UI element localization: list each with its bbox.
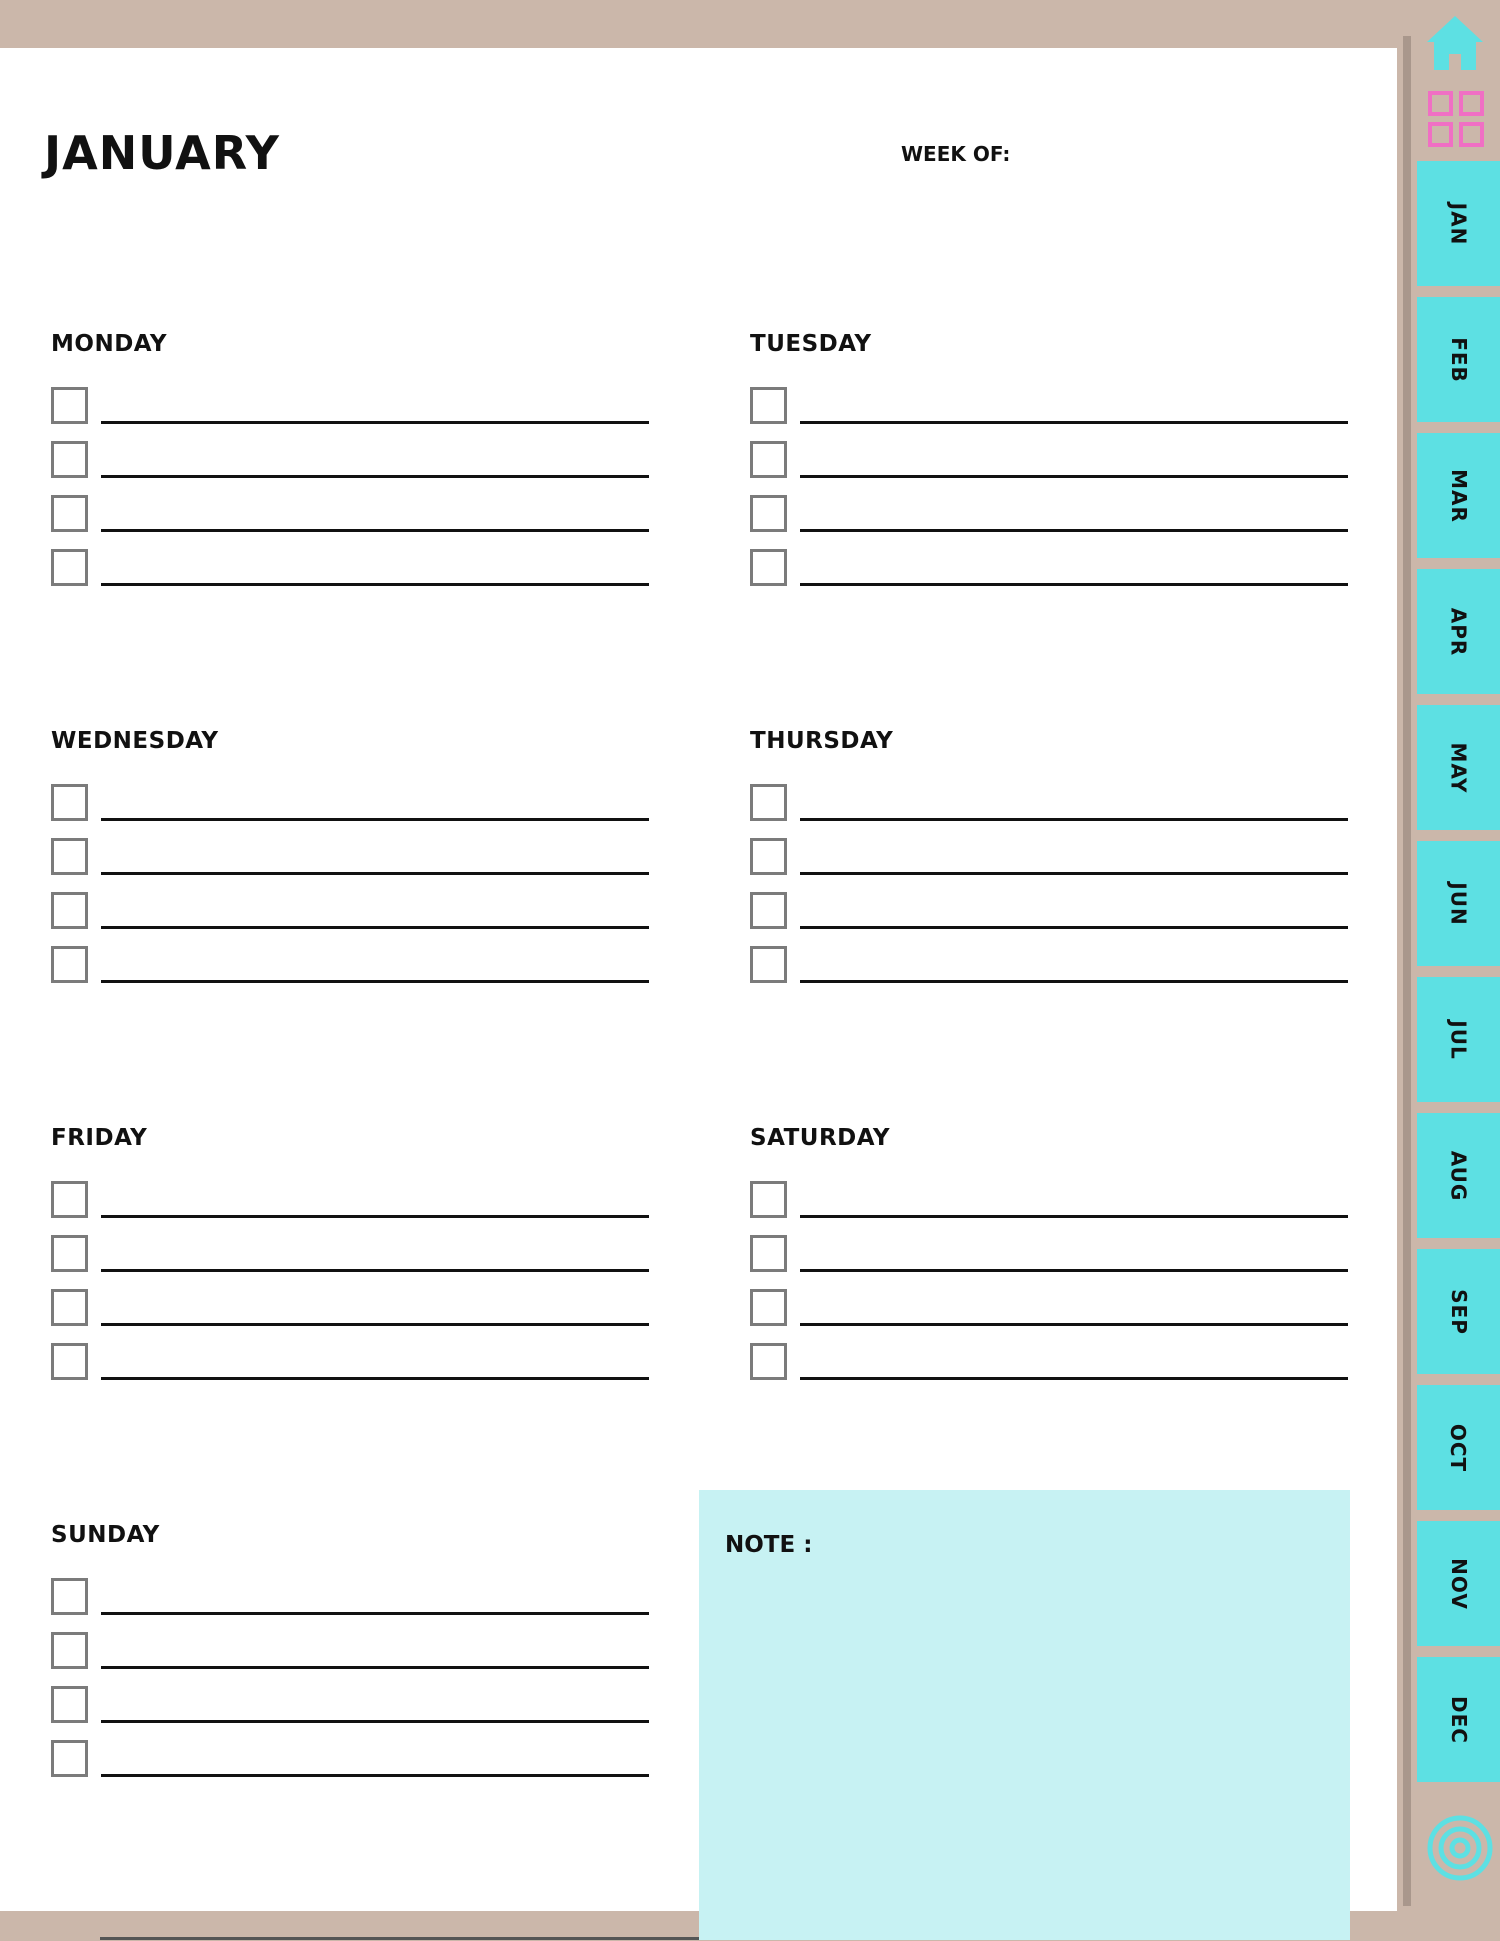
task-checkbox[interactable] <box>750 892 787 929</box>
day-label: WEDNESDAY <box>51 728 219 754</box>
task-row <box>750 784 1350 828</box>
task-checkbox[interactable] <box>750 784 787 821</box>
day-label: THURSDAY <box>750 728 894 754</box>
tab-label: AUG <box>1446 1150 1471 1201</box>
task-checkbox[interactable] <box>51 1235 88 1272</box>
grid-icon[interactable] <box>1427 90 1485 148</box>
tab-label: JUN <box>1446 881 1471 926</box>
tab-label: MAR <box>1446 468 1471 523</box>
home-icon[interactable] <box>1423 10 1487 74</box>
task-row <box>750 1181 1350 1225</box>
task-row <box>750 1343 1350 1387</box>
day-label: MONDAY <box>51 331 168 357</box>
task-line[interactable] <box>101 1269 649 1272</box>
task-row <box>51 1235 651 1279</box>
task-checkbox[interactable] <box>51 1181 88 1218</box>
task-row <box>750 387 1350 431</box>
tab-oct[interactable] <box>1417 1385 1500 1510</box>
task-row <box>51 495 651 539</box>
tab-label: FEB <box>1446 336 1471 383</box>
task-row <box>750 549 1350 593</box>
task-line[interactable] <box>800 529 1348 532</box>
target-icon[interactable] <box>1427 1815 1493 1881</box>
task-checkbox[interactable] <box>51 1686 88 1723</box>
task-line[interactable] <box>800 872 1348 875</box>
task-line[interactable] <box>101 1720 649 1723</box>
task-line[interactable] <box>800 1323 1348 1326</box>
task-line[interactable] <box>800 926 1348 929</box>
tab-jan[interactable] <box>1417 161 1500 286</box>
task-checkbox[interactable] <box>750 549 787 586</box>
task-line[interactable] <box>101 980 649 983</box>
tab-feb[interactable] <box>1417 297 1500 422</box>
week-of-label: WEEK OF: <box>901 142 1011 166</box>
task-checkbox[interactable] <box>750 1235 787 1272</box>
task-line[interactable] <box>800 980 1348 983</box>
task-line[interactable] <box>800 583 1348 586</box>
task-row <box>51 784 651 828</box>
task-line[interactable] <box>101 1666 649 1669</box>
task-line[interactable] <box>101 529 649 532</box>
task-line[interactable] <box>101 1612 649 1615</box>
tab-jun[interactable] <box>1417 841 1500 966</box>
task-row <box>750 892 1350 936</box>
note-label: NOTE : <box>725 1532 813 1558</box>
task-row <box>51 1289 651 1333</box>
tab-label: OCT <box>1446 1423 1471 1472</box>
tab-label: JUL <box>1446 1019 1471 1060</box>
tab-label: APR <box>1446 607 1471 656</box>
task-row <box>750 1289 1350 1333</box>
tab-jul[interactable] <box>1417 977 1500 1102</box>
task-checkbox[interactable] <box>51 784 88 821</box>
tab-label: MAY <box>1446 742 1471 793</box>
tab-aug[interactable] <box>1417 1113 1500 1238</box>
task-checkbox[interactable] <box>51 838 88 875</box>
task-checkbox[interactable] <box>750 838 787 875</box>
page-title: JANUARY <box>44 126 280 180</box>
tab-mar[interactable] <box>1417 433 1500 558</box>
tab-label: DEC <box>1446 1695 1471 1744</box>
task-line[interactable] <box>800 818 1348 821</box>
task-line[interactable] <box>101 583 649 586</box>
task-line[interactable] <box>101 421 649 424</box>
day-label: SATURDAY <box>750 1125 891 1151</box>
task-line[interactable] <box>800 421 1348 424</box>
task-checkbox[interactable] <box>750 1289 787 1326</box>
task-row <box>750 1235 1350 1279</box>
task-row <box>51 1181 651 1225</box>
task-row <box>750 441 1350 485</box>
task-line[interactable] <box>800 1377 1348 1380</box>
task-line[interactable] <box>101 1215 649 1218</box>
tab-may[interactable] <box>1417 705 1500 830</box>
task-row <box>51 1740 651 1784</box>
task-checkbox[interactable] <box>51 1740 88 1777</box>
task-row <box>750 838 1350 882</box>
task-line[interactable] <box>800 475 1348 478</box>
task-row <box>750 946 1350 990</box>
planner-spine <box>1403 36 1411 1906</box>
task-checkbox[interactable] <box>51 1343 88 1380</box>
task-checkbox[interactable] <box>51 495 88 532</box>
task-row <box>51 441 651 485</box>
task-line[interactable] <box>800 1269 1348 1272</box>
task-checkbox[interactable] <box>750 946 787 983</box>
task-row <box>51 892 651 936</box>
tab-nov[interactable] <box>1417 1521 1500 1646</box>
tab-label: JAN <box>1446 202 1471 245</box>
task-row <box>51 946 651 990</box>
task-line[interactable] <box>101 872 649 875</box>
task-row <box>51 1686 651 1730</box>
task-checkbox[interactable] <box>750 387 787 424</box>
task-line[interactable] <box>101 1377 649 1380</box>
task-row <box>51 1343 651 1387</box>
tab-dec[interactable] <box>1417 1657 1500 1782</box>
day-label: FRIDAY <box>51 1125 148 1151</box>
task-line[interactable] <box>101 475 649 478</box>
task-line[interactable] <box>101 1323 649 1326</box>
task-checkbox[interactable] <box>51 387 88 424</box>
task-row <box>51 1632 651 1676</box>
task-row <box>51 387 651 431</box>
task-checkbox[interactable] <box>750 495 787 532</box>
task-line[interactable] <box>800 1215 1348 1218</box>
day-label: SUNDAY <box>51 1522 160 1548</box>
task-row <box>51 838 651 882</box>
task-checkbox[interactable] <box>51 892 88 929</box>
task-checkbox[interactable] <box>750 441 787 478</box>
task-row <box>51 549 651 593</box>
tab-label: NOV <box>1446 1557 1471 1610</box>
day-label: TUESDAY <box>750 331 872 357</box>
task-row <box>51 1578 651 1622</box>
task-checkbox[interactable] <box>750 1181 787 1218</box>
note-box[interactable] <box>699 1490 1350 1940</box>
task-checkbox[interactable] <box>51 1289 88 1326</box>
task-checkbox[interactable] <box>51 549 88 586</box>
tab-apr[interactable] <box>1417 569 1500 694</box>
task-checkbox[interactable] <box>51 1632 88 1669</box>
task-checkbox[interactable] <box>51 946 88 983</box>
planner-page <box>0 48 1397 1911</box>
task-line[interactable] <box>101 1774 649 1777</box>
task-checkbox[interactable] <box>51 441 88 478</box>
task-row <box>750 495 1350 539</box>
tab-sep[interactable] <box>1417 1249 1500 1374</box>
task-checkbox[interactable] <box>51 1578 88 1615</box>
task-line[interactable] <box>101 818 649 821</box>
tab-label: SEP <box>1446 1288 1471 1335</box>
task-checkbox[interactable] <box>750 1343 787 1380</box>
task-line[interactable] <box>101 926 649 929</box>
